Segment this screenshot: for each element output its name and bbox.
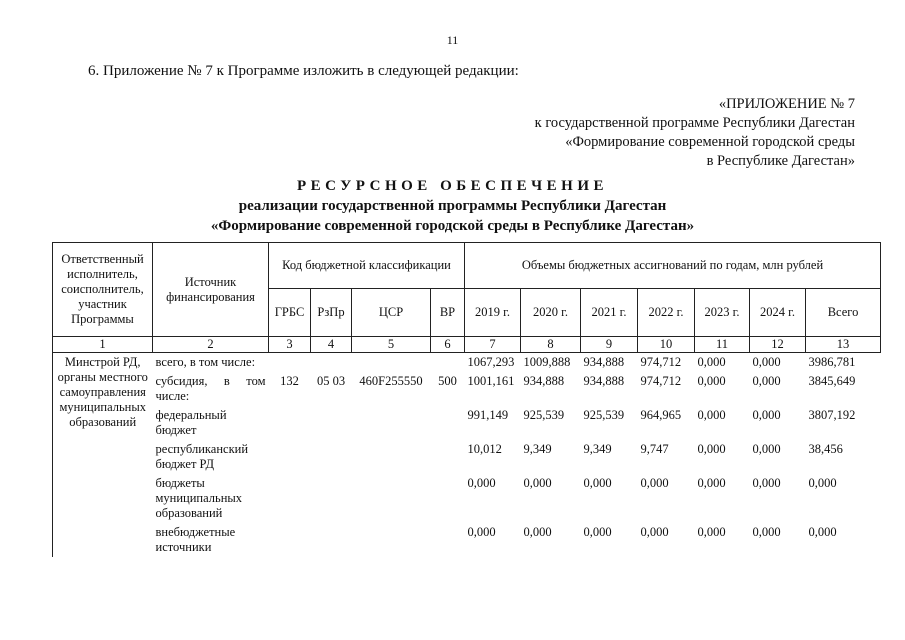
document-title xyxy=(0,176,905,236)
rzpr-cell: 05 03 xyxy=(316,374,346,388)
csr-cell xyxy=(352,353,431,373)
value-2019: 0,000 xyxy=(467,476,496,490)
appendix-line-3: «Формирование современной городской среды xyxy=(565,134,855,150)
header-total: Всего xyxy=(806,289,881,337)
source-cell: субсидия, в том числе: xyxy=(155,374,266,403)
vr-cell xyxy=(431,440,465,474)
value-2024: 0,000 xyxy=(752,442,781,456)
column-number: 7 xyxy=(465,337,521,353)
header-responsible: Ответственный исполнитель, соисполнитель, участник Программы xyxy=(53,243,153,337)
value-2019: 10,012 xyxy=(467,442,502,456)
column-number-row xyxy=(53,337,881,353)
title-line-1: РЕСУРСНОЕ ОБЕСПЕЧЕНИЕ xyxy=(296,178,609,194)
rzpr-cell xyxy=(311,440,352,474)
column-number: 13 xyxy=(806,337,881,353)
table-row xyxy=(53,523,881,557)
section-instruction: 6. Приложение № 7 к Программе изложить в следующей редакции: xyxy=(88,63,519,79)
header-csr: ЦСР xyxy=(352,289,431,337)
column-number: 5 xyxy=(352,337,431,353)
value-total: 3845,649 xyxy=(808,374,856,388)
table-row xyxy=(53,353,881,373)
source-cell: федеральный бюджет xyxy=(155,408,227,437)
header-2023: 2023 г. xyxy=(695,289,750,337)
value-2020: 0,000 xyxy=(523,476,552,490)
value-2022: 9,747 xyxy=(640,442,669,456)
header-volumes: Объемы бюджетных ассигнований по годам, млн рублей xyxy=(465,243,881,289)
rzpr-cell xyxy=(311,406,352,440)
value-2022: 964,965 xyxy=(640,408,682,422)
value-2020: 0,000 xyxy=(523,525,552,539)
responsible-executor: Минстрой РД, органы местного самоуправления муниципальных образований xyxy=(53,353,153,558)
header-2019: 2019 г. xyxy=(465,289,521,337)
value-2020: 9,349 xyxy=(523,442,552,456)
grbs-cell xyxy=(269,406,311,440)
appendix-heading xyxy=(430,95,855,171)
value-total: 0,000 xyxy=(808,525,837,539)
title-line-3: «Формирование современной городской среды в Республике Дагестан» xyxy=(210,218,695,234)
page-number: 11 xyxy=(446,33,459,47)
value-2023: 0,000 xyxy=(697,408,726,422)
vr-cell xyxy=(431,406,465,440)
value-2023: 0,000 xyxy=(697,355,726,369)
table-row xyxy=(53,440,881,474)
value-2024: 0,000 xyxy=(752,408,781,422)
header-2020: 2020 г. xyxy=(521,289,581,337)
source-cell: республиканский бюджет РД xyxy=(155,442,249,471)
value-2024: 0,000 xyxy=(752,476,781,490)
header-rzpr: РзПр xyxy=(311,289,352,337)
rzpr-cell xyxy=(311,523,352,557)
vr-cell xyxy=(431,353,465,373)
value-2019: 1067,293 xyxy=(467,355,515,369)
vr-cell: 500 xyxy=(438,374,457,388)
header-2024: 2024 г. xyxy=(750,289,806,337)
csr-cell xyxy=(352,523,431,557)
rzpr-cell xyxy=(311,474,352,523)
column-number: 3 xyxy=(269,337,311,353)
value-2024: 0,000 xyxy=(752,374,781,388)
value-2023: 0,000 xyxy=(697,476,726,490)
column-number: 9 xyxy=(581,337,638,353)
value-2019: 991,149 xyxy=(467,408,509,422)
csr-cell: 460F255550 xyxy=(359,374,423,388)
table-row xyxy=(53,372,881,406)
rzpr-cell xyxy=(311,353,352,373)
header-vr: ВР xyxy=(431,289,465,337)
grbs-cell xyxy=(269,523,311,557)
grbs-cell xyxy=(269,474,311,523)
value-2020: 925,539 xyxy=(523,408,565,422)
column-number: 8 xyxy=(521,337,581,353)
value-2021: 934,888 xyxy=(583,355,625,369)
value-2021: 925,539 xyxy=(583,408,625,422)
column-number: 6 xyxy=(431,337,465,353)
column-number: 12 xyxy=(750,337,806,353)
value-2023: 0,000 xyxy=(697,525,726,539)
vr-cell xyxy=(431,474,465,523)
table-row xyxy=(53,474,881,523)
csr-cell xyxy=(352,440,431,474)
value-2023: 0,000 xyxy=(697,374,726,388)
value-2020: 1009,888 xyxy=(523,355,571,369)
grbs-cell xyxy=(269,440,311,474)
value-total: 3986,781 xyxy=(808,355,856,369)
csr-cell xyxy=(352,406,431,440)
vr-cell xyxy=(431,523,465,557)
appendix-line-2: к государственной программе Республики Дагестан xyxy=(534,115,855,131)
value-2021: 934,888 xyxy=(583,374,625,388)
resource-table xyxy=(52,242,881,557)
value-2023: 0,000 xyxy=(697,442,726,456)
value-2019: 1001,161 xyxy=(467,374,515,388)
title-line-2: реализации государственной программы Республики Дагестан xyxy=(238,198,667,214)
header-budget-code: Код бюджетной классификации xyxy=(269,243,465,289)
value-2022: 974,712 xyxy=(640,355,682,369)
value-2022: 0,000 xyxy=(640,476,669,490)
value-2021: 0,000 xyxy=(583,525,612,539)
column-number: 2 xyxy=(153,337,269,353)
value-2024: 0,000 xyxy=(752,525,781,539)
grbs-cell xyxy=(269,353,311,373)
value-2024: 0,000 xyxy=(752,355,781,369)
value-2021: 9,349 xyxy=(583,442,612,456)
source-cell: бюджеты муниципальных образований xyxy=(155,476,243,520)
value-total: 3807,192 xyxy=(808,408,856,422)
column-number: 4 xyxy=(311,337,352,353)
value-2022: 0,000 xyxy=(640,525,669,539)
header-grbs: ГРБС xyxy=(269,289,311,337)
value-total: 38,456 xyxy=(808,442,843,456)
csr-cell xyxy=(352,474,431,523)
source-cell: внебюджетные источники xyxy=(155,525,236,554)
column-number: 1 xyxy=(53,337,153,353)
value-total: 0,000 xyxy=(808,476,837,490)
header-source: Источник финансирования xyxy=(153,243,269,337)
column-number: 11 xyxy=(695,337,750,353)
value-2021: 0,000 xyxy=(583,476,612,490)
value-2020: 934,888 xyxy=(523,374,565,388)
header-2022: 2022 г. xyxy=(638,289,695,337)
appendix-line-1: «ПРИЛОЖЕНИЕ № 7 xyxy=(718,96,855,112)
column-number: 10 xyxy=(638,337,695,353)
value-2022: 974,712 xyxy=(640,374,682,388)
table-row xyxy=(53,406,881,440)
grbs-cell: 132 xyxy=(280,374,299,388)
source-cell: всего, в том числе: xyxy=(155,355,256,369)
appendix-line-4: в Республике Дагестан» xyxy=(706,153,855,169)
header-2021: 2021 г. xyxy=(581,289,638,337)
value-2019: 0,000 xyxy=(467,525,496,539)
